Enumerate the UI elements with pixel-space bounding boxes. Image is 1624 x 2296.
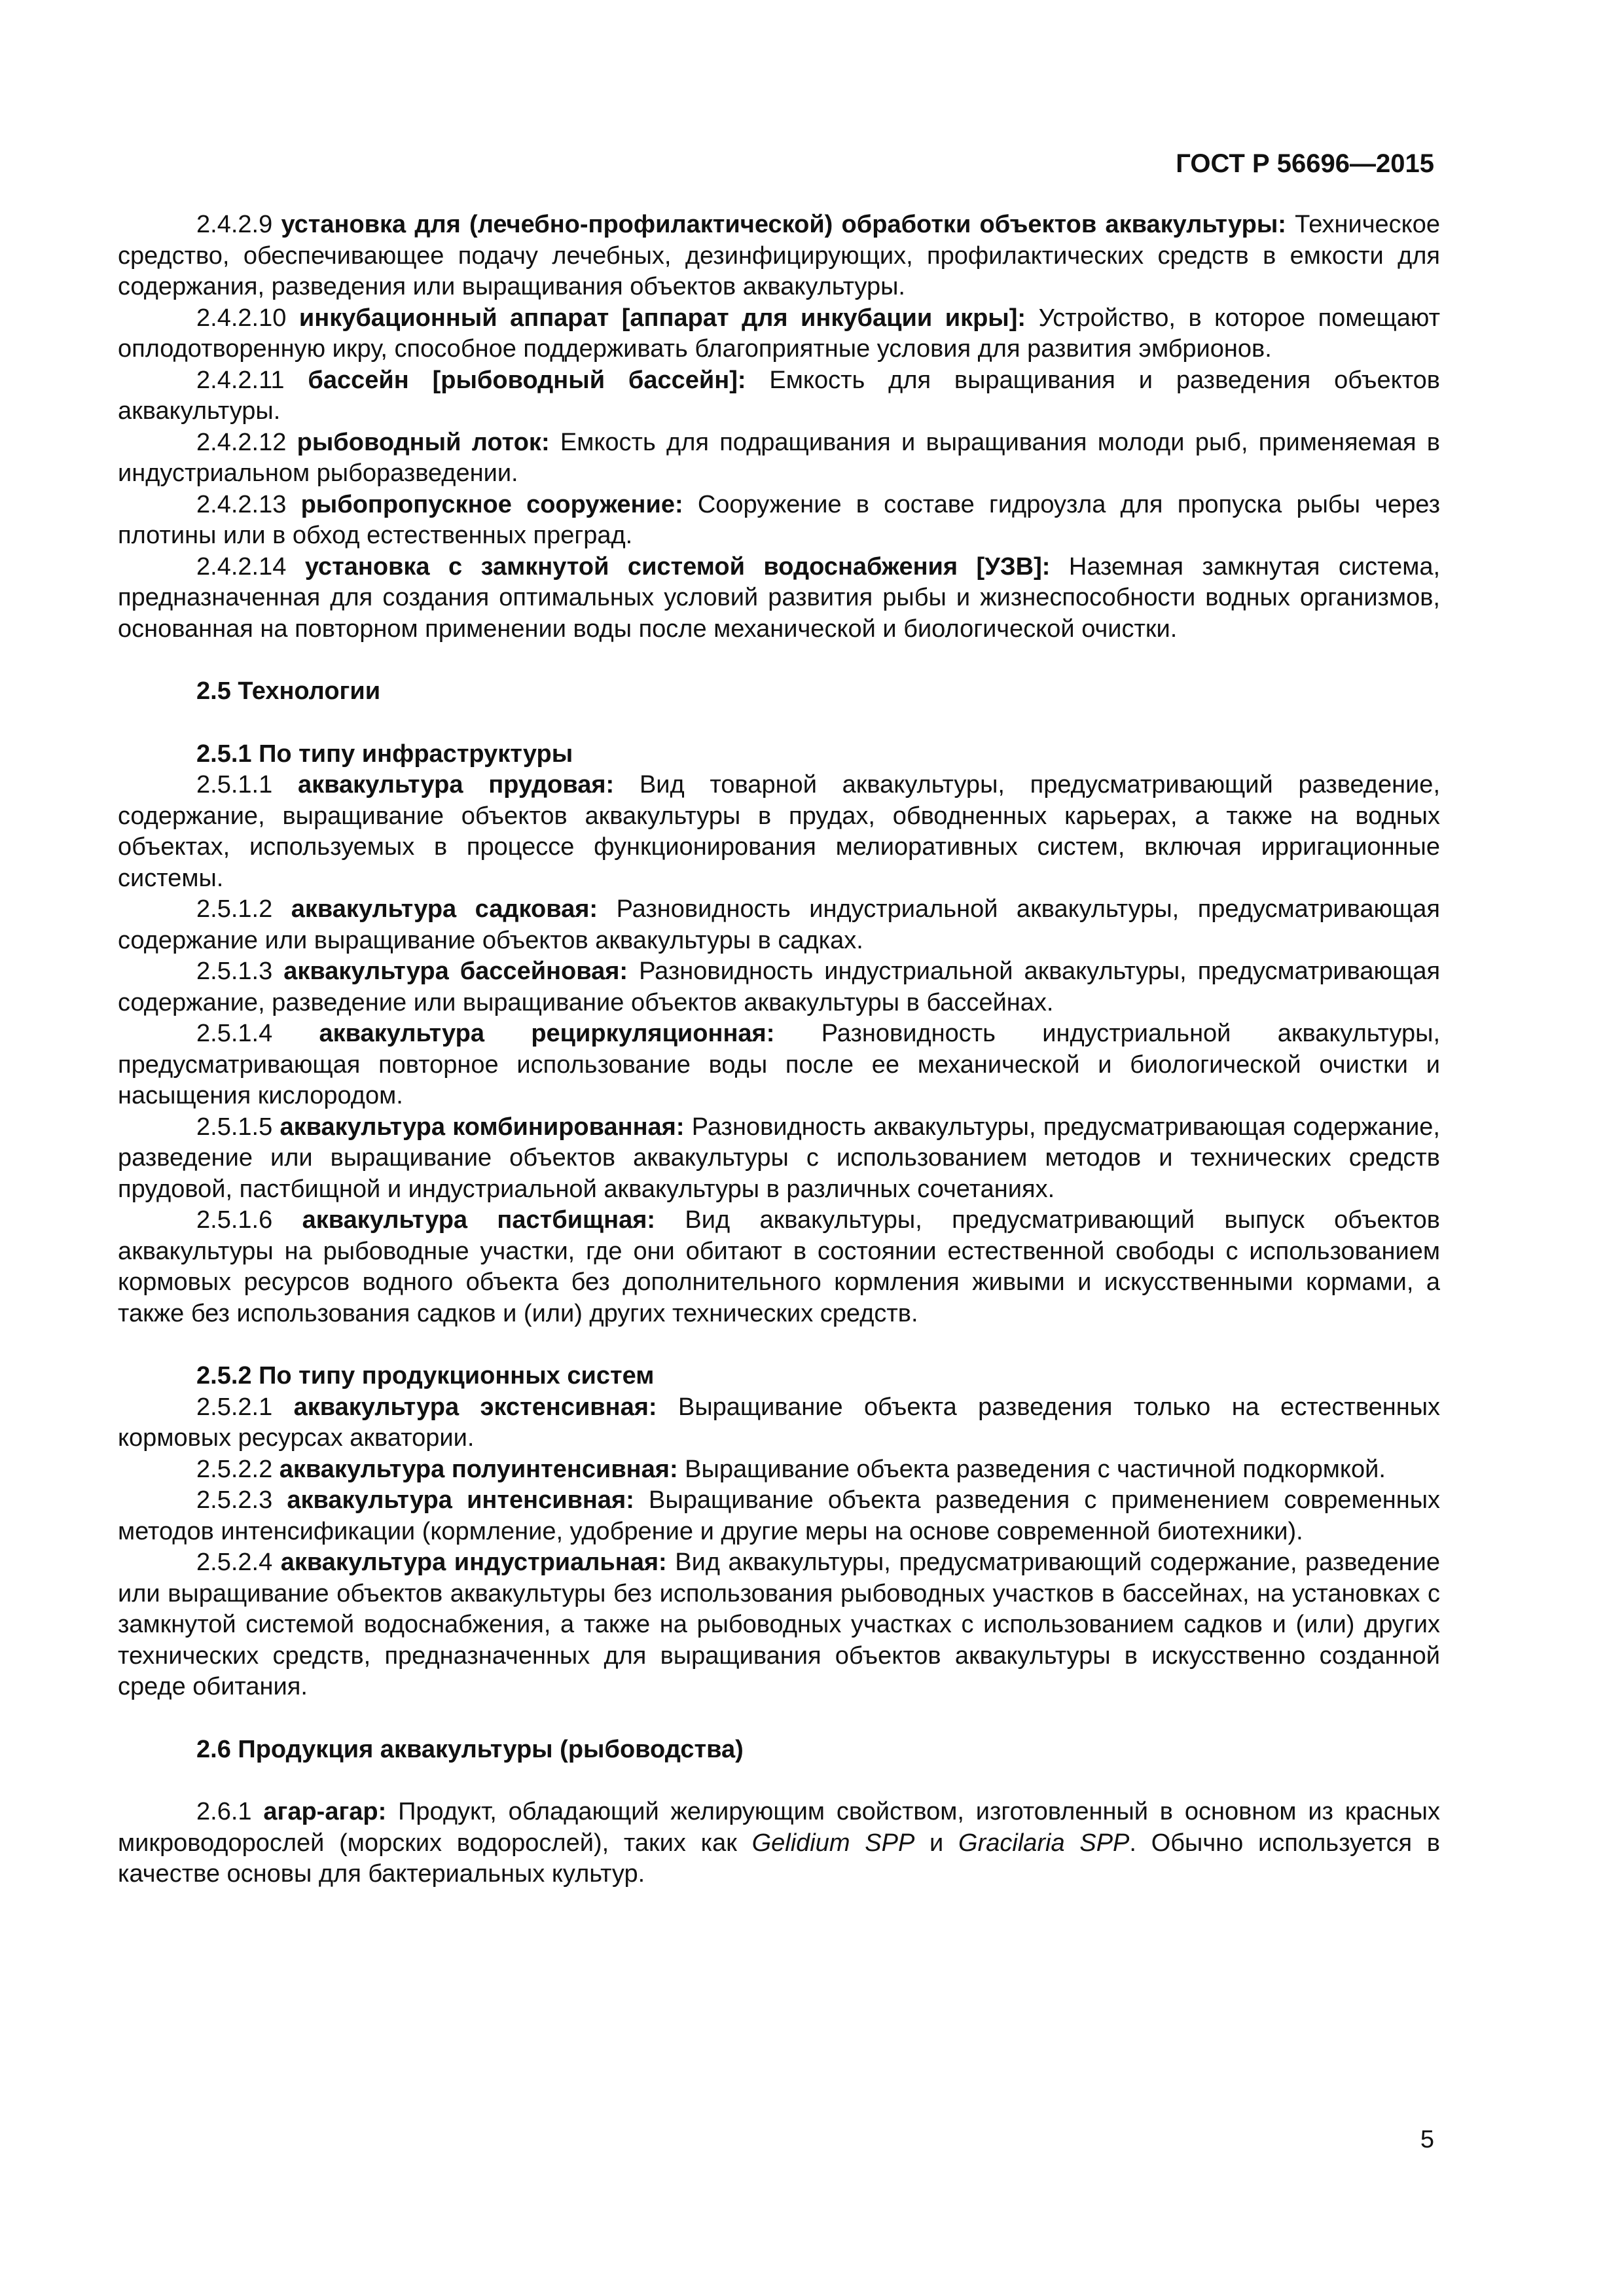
term-name: рыбоводный лоток:	[297, 428, 550, 456]
term-entry	[118, 1112, 1440, 1206]
term-definition: Техническое средство, обеспечивающее подачу лечебных, дезинфицирующих, профилактических средств в емкости для содержания, разведения или выращивания объектов аквакультуры.	[118, 211, 1440, 300]
term-name: аквакультура индустриальная:	[280, 1549, 667, 1576]
term-name: инкубационный аппарат [аппарат для инкубации икры]:	[298, 304, 1026, 332]
species-name: Gracilaria SPP	[958, 1829, 1130, 1857]
term-entry	[118, 1454, 1440, 1486]
term-definition: Выращивание объекта разведения только на естественных кормовых ресурсах акватории.	[118, 1393, 1441, 1452]
term-entry	[118, 303, 1440, 365]
term-entry	[118, 552, 1440, 645]
term-number: 2.5.1.3	[196, 958, 273, 985]
term-number: 2.4.2.12	[196, 428, 287, 456]
term-definition: Устройство, в которое помещают оплодотворенную икру, способное поддерживать благоприятные условия для развития эмбрионов.	[118, 304, 1441, 363]
term-number: 2.4.2.14	[196, 552, 287, 581]
term-definition: Разновидность индустриальной аквакультуры, предусматривающая содержание, разведение или выращивание объектов аквакультуры в бассейнах.	[118, 958, 1441, 1016]
term-definition: Выращивание объекта разведения с частичной подкормкой.	[685, 1455, 1386, 1483]
term-entry	[118, 209, 1440, 303]
section-heading: 2.5 Технологии	[196, 677, 381, 705]
term-name: аквакультура пастбищная:	[302, 1206, 656, 1234]
subsection-heading: 2.5.1 По типу инфраструктуры	[196, 740, 573, 768]
term-number: 2.4.2.11	[196, 366, 285, 394]
term-number: 2.4.2.10	[196, 304, 287, 332]
term-entry	[118, 427, 1440, 490]
term-entry	[118, 770, 1440, 894]
term-number: 2.5.1.6	[196, 1206, 273, 1234]
term-definition: Разновидность индустриальной аквакультуры, предусматривающая содержание или выращивание объектов аквакультуры в садках.	[118, 895, 1441, 954]
conjunction: и	[929, 1829, 944, 1857]
term-definition: Вид товарной аквакультуры, предусматривающий разведение, содержание, выращивание объектов аквакультуры в прудах, обводненных карьерах, а также на водных объектах, используемых в процессе функционирования мелиоративных систем, включая ирригационные системы.	[118, 771, 1440, 892]
term-entry	[118, 1797, 1440, 1890]
term-number: 2.6.1	[196, 1798, 252, 1825]
term-name: аквакультура прудовая:	[297, 771, 615, 798]
term-definition: Выращивание объекта разведения с применением современных методов интенсификации (кормление, удобрение и другие меры на основе современной биотехники).	[118, 1486, 1441, 1545]
term-definition: Наземная замкнутая система, предназначенная для создания оптимальных условий развития рыбы и жизнеспособности водных организмов, основанная на повторном применении воды после механической и биологической очистки.	[118, 552, 1441, 643]
term-entry	[118, 1485, 1440, 1547]
term-entry	[118, 1205, 1440, 1329]
document-header: ГОСТ Р 56696—2015	[1176, 149, 1434, 178]
term-name: аквакультура интенсивная:	[287, 1486, 634, 1514]
term-definition: Вид аквакультуры, предусматривающий содержание, разведение или выращивание объектов аквакультуры без использования рыбоводных участков в бассейнах, на установках с замкнутой системой водоснабжения, а также на рыбоводных участках с использованием садков и (или) других технических средств, предназначенных для выращивания объектов аквакультуры в искусственно созданной среде обитания.	[118, 1549, 1441, 1700]
term-number: 2.5.2.1	[196, 1393, 273, 1421]
term-number: 2.5.1.4	[196, 1020, 273, 1047]
term-definition: Разновидность индустриальной аквакультуры, предусматривающая повторное использование воды после ее механической и биологической очистки и насыщения кислородом.	[118, 1020, 1440, 1109]
term-entry	[118, 1392, 1440, 1454]
term-name: аквакультура бассейновая:	[283, 958, 628, 985]
document-body	[118, 209, 1440, 1890]
section-heading: 2.6 Продукция аквакультуры (рыбоводства)	[196, 1735, 744, 1763]
term-name: рыбопропускное сооружение:	[300, 490, 683, 518]
term-number: 2.5.1.5	[196, 1113, 273, 1141]
term-name: аквакультура садковая:	[291, 895, 598, 923]
term-number: 2.5.2.3	[196, 1486, 273, 1514]
term-definition-end: . Обычно используется в качестве основы для бактериальных культур.	[118, 1829, 1440, 1888]
term-number: 2.5.2.4	[196, 1549, 273, 1576]
term-definition: Емкость для выращивания и разведения объектов аквакультуры.	[118, 366, 1440, 425]
term-entry	[118, 894, 1440, 956]
term-name: аквакультура рециркуляционная:	[319, 1020, 775, 1047]
term-number: 2.4.2.9	[196, 211, 273, 238]
term-name: аквакультура экстенсивная:	[293, 1393, 657, 1421]
term-number: 2.5.2.2	[196, 1455, 273, 1483]
page-number: 5	[1420, 2126, 1434, 2153]
term-definition: Продукт, обладающий желирующим свойством, изготовленный в основном из красных микроводорослей (морских водорослей), таких как	[118, 1798, 1440, 1857]
term-name: установка для (лечебно-профилактической) обработки объектов аквакультуры:	[281, 211, 1286, 238]
term-entry	[118, 1018, 1440, 1112]
term-definition: Разновидность аквакультуры, предусматривающая содержание, разведение или выращивание объектов аквакультуры с использованием методов и технических средств прудовой, пастбищной и индустриальной аквакультуры в различных сочетаниях.	[118, 1113, 1440, 1203]
term-definition: Сооружение в составе гидроузла для пропуска рыбы через плотины или в обход естественных преград.	[118, 490, 1440, 549]
term-name: установка с замкнутой системой водоснабжения [УЗВ]:	[304, 552, 1051, 581]
term-name: аквакультура комбинированная:	[280, 1113, 685, 1141]
term-entry	[118, 365, 1440, 427]
term-number: 2.5.1.1	[196, 771, 273, 798]
term-entry	[118, 956, 1440, 1018]
term-definition: Емкость для подращивания и выращивания молоди рыб, применяемая в индустриальном рыборазведении.	[118, 428, 1440, 487]
subsection-heading: 2.5.2 По типу продукционных систем	[196, 1362, 655, 1390]
term-definition: Вид аквакультуры, предусматривающий выпуск объектов аквакультуры на рыбоводные участки, где они обитают в состоянии естественной свободы с использованием кормовых ресурсов водного объекта без дополнительного кормления живыми и искусственными кормами, а также без использования садков и (или) других технических средств.	[118, 1206, 1440, 1327]
term-name: агар-агар:	[263, 1798, 387, 1825]
term-number: 2.5.1.2	[196, 895, 273, 923]
term-name: бассейн [рыбоводный бассейн]:	[308, 366, 746, 394]
term-name: аквакультура полуинтенсивная:	[279, 1455, 678, 1483]
term-entry	[118, 490, 1440, 552]
species-name: Gelidium SPP	[751, 1829, 915, 1857]
term-entry	[118, 1547, 1440, 1703]
term-number: 2.4.2.13	[196, 490, 287, 518]
